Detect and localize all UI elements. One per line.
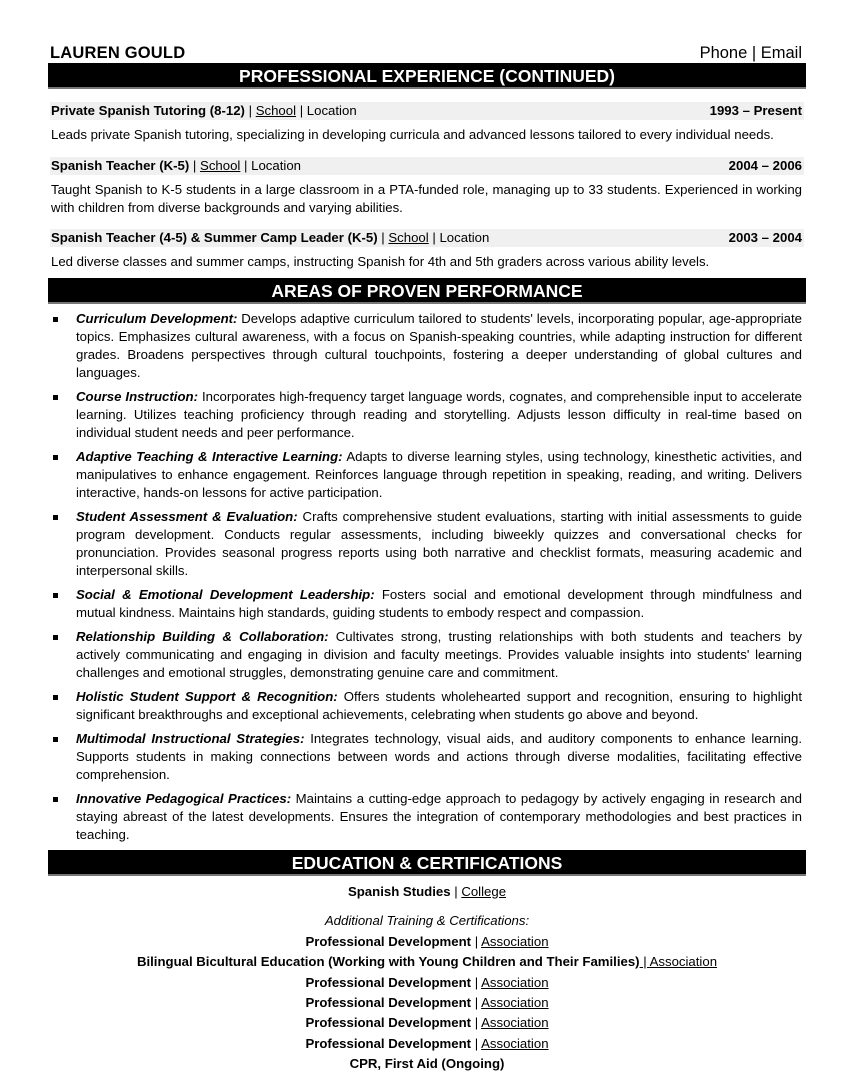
- cert-name: Bilingual Bicultural Education (Working with Young Children and Their Families): [136, 954, 640, 970]
- education-section-title: EDUCATION & CERTIFICATIONS: [48, 850, 806, 876]
- square-bullet-icon: [53, 593, 58, 598]
- job-location: Location: [306, 103, 357, 118]
- list-item: [50, 628, 804, 682]
- square-bullet-icon: [53, 797, 58, 802]
- cert-name: Professional Development: [305, 1015, 472, 1031]
- list-item: [50, 790, 804, 844]
- job-school: School: [255, 103, 297, 118]
- resume-page: [0, 40, 854, 1072]
- job-role: [51, 229, 489, 247]
- job-dates: 1993 – Present: [709, 103, 802, 118]
- degree-name: Spanish Studies: [347, 884, 451, 899]
- performance-list: [50, 310, 804, 844]
- job-title: Spanish Teacher (4-5) & Summer Camp Leader (K-5): [51, 230, 378, 245]
- item-lead: Course Instruction:: [76, 389, 198, 404]
- job-role: [51, 157, 301, 175]
- job-location: Location: [251, 158, 301, 173]
- square-bullet-icon: [53, 317, 58, 322]
- separator: |: [189, 158, 201, 173]
- square-bullet-icon: [53, 635, 58, 640]
- separator: |: [471, 994, 482, 1010]
- job-heading: [50, 157, 804, 175]
- item-lead: Adaptive Teaching & Interactive Learning:: [76, 449, 343, 464]
- item-text: Cultivates strong, trusting relationships with both students and teachers by actively communicating and engaging in division and faculty meetings. Provides valuable insights into students' learning challenges and emotional struggles, demonstrating genuine care and commitment.: [76, 629, 803, 680]
- separator: |: [639, 954, 650, 970]
- separator: |: [471, 933, 482, 949]
- separator: |: [471, 1035, 482, 1051]
- final-cert-line: CPR, First Aid (Ongoing): [349, 1056, 505, 1072]
- job-description: Leads private Spanish tutoring, specializing in developing curricula and advanced lessons tailored to every individual needs.: [51, 127, 774, 142]
- experience-section-title: PROFESSIONAL EXPERIENCE (CONTINUED): [48, 63, 806, 89]
- cert-org: Association: [481, 933, 549, 949]
- item-text: Adapts to diverse learning styles, using technology, kinesthetic activities, and manipulatives to enhance engagement. Reinforces language through repetition in speaking, reading, and writing. Delivers interactive, hands-on lessons for active participation.: [76, 449, 803, 500]
- list-item: [50, 688, 804, 724]
- job-heading: [50, 229, 804, 247]
- separator: |: [428, 230, 440, 245]
- cert-org: Association: [649, 954, 718, 970]
- item-text: Incorporates high-frequency target language words, cognates, and comprehensible input to accelerate learning. Utilizes teaching proficiency through reading and storytelling. Adjusts lesson difficulty in real-time based on individual student needs and peer performance.: [76, 389, 803, 440]
- item-lead: Student Assessment & Evaluation:: [76, 509, 298, 524]
- item-text: Offers students wholehearted support and recognition, ensuring to highlight significant breakthroughs and exceptional achievements, celebrating when students go above and beyond.: [76, 689, 802, 722]
- job-title: Spanish Teacher (K-5): [51, 158, 190, 173]
- job-school: School: [200, 158, 241, 173]
- item-text: Integrates technology, visual aids, and auditory components to enhance learning. Supports students in making connections between words and actions through diverse modalities, facilitating effective comprehension.: [76, 731, 802, 782]
- degree-line: [50, 882, 804, 902]
- job-description: Taught Spanish to K-5 students in a large classroom in a PTA-funded role, managing up to 33 students. Experienced in working with children from diverse backgrounds and varying abilities.: [51, 182, 802, 215]
- square-bullet-icon: [53, 395, 58, 400]
- cert-line: [50, 1013, 804, 1033]
- cert-line: [50, 952, 804, 972]
- item-lead: Holistic Student Support & Recognition:: [76, 689, 338, 704]
- cert-org: Association: [481, 974, 549, 990]
- item-lead: Curriculum Development:: [76, 311, 238, 326]
- job-title: Private Spanish Tutoring (8-12): [51, 103, 245, 118]
- cert-org: Association: [481, 994, 549, 1010]
- separator: |: [377, 230, 389, 245]
- item-lead: Innovative Pedagogical Practices:: [76, 791, 292, 806]
- cert-line: [50, 993, 804, 1013]
- item-lead: Multimodal Instructional Strategies:: [76, 731, 305, 746]
- contact-info: Phone | Email: [699, 44, 802, 62]
- item-text: Maintains a cutting-edge approach to pedagogy by actively engaging in research and staying abreast of the latest developments. Ensures the integration of contemporary methodologies and best practices in teaching.: [76, 791, 803, 842]
- list-item: [50, 310, 804, 382]
- job-location: Location: [439, 230, 490, 245]
- cert-name: Professional Development: [305, 994, 472, 1010]
- cert-org: Association: [481, 1015, 549, 1031]
- training-heading: Additional Training & Certifications:: [324, 913, 530, 929]
- item-lead: Social & Emotional Development Leadership:: [76, 587, 375, 602]
- item-text: Develops adaptive curriculum tailored to students' levels, incorporating popular, age-appropriate topics. Emphasizes cultural awareness, with a focus on Spanish-speaking countries, while adapting instruction for different grades. Broadens perspectives through cultural touchpoints, fostering a deeper understanding of global cultures and languages.: [76, 311, 802, 380]
- job-heading: [50, 102, 804, 120]
- job-dates: 2003 – 2004: [728, 230, 802, 245]
- square-bullet-icon: [53, 515, 58, 520]
- square-bullet-icon: [53, 737, 58, 742]
- list-item: [50, 586, 804, 622]
- item-text: Fosters social and emotional development through mindfulness and mutual kindness. Maintains high standards, guiding students to embody respect and compassion.: [76, 587, 802, 620]
- cert-org: Association: [481, 1035, 549, 1051]
- separator: |: [450, 884, 462, 899]
- cert-name: Professional Development: [305, 974, 472, 990]
- cert-line: [50, 932, 804, 952]
- cert-line: [50, 973, 804, 993]
- cert-name: Professional Development: [305, 1035, 472, 1051]
- education-block: [50, 882, 804, 1075]
- cert-line: [50, 1034, 804, 1054]
- job-role: [51, 102, 357, 120]
- college-name: College: [461, 884, 507, 899]
- square-bullet-icon: [53, 695, 58, 700]
- square-bullet-icon: [53, 455, 58, 460]
- list-item: [50, 388, 804, 442]
- list-item: [50, 448, 804, 502]
- cert-name: Professional Development: [305, 933, 472, 949]
- separator: |: [471, 974, 482, 990]
- job-description: Led diverse classes and summer camps, instructing Spanish for 4th and 5th graders across various ability levels.: [51, 254, 710, 269]
- candidate-name: LAUREN GOULD: [50, 44, 186, 62]
- item-text: Crafts comprehensive student evaluations, starting with initial assessments to guide program development. Conducts regular assessments, including biweekly quizzes and conversational checks for pronunciation. Provides seasonal progress reports using both narrative and checklist formats, measuring academic and interpersonal skills.: [76, 509, 802, 578]
- performance-section-title: AREAS OF PROVEN PERFORMANCE: [48, 278, 806, 304]
- separator: |: [296, 103, 307, 118]
- list-item: [50, 508, 804, 580]
- separator: |: [240, 158, 252, 173]
- job-school: School: [388, 230, 429, 245]
- separator: |: [471, 1015, 482, 1031]
- item-lead: Relationship Building & Collaboration:: [76, 629, 329, 644]
- list-item: [50, 730, 804, 784]
- job-dates: 2004 – 2006: [728, 158, 802, 173]
- separator: |: [244, 103, 256, 118]
- resume-header: [50, 40, 804, 62]
